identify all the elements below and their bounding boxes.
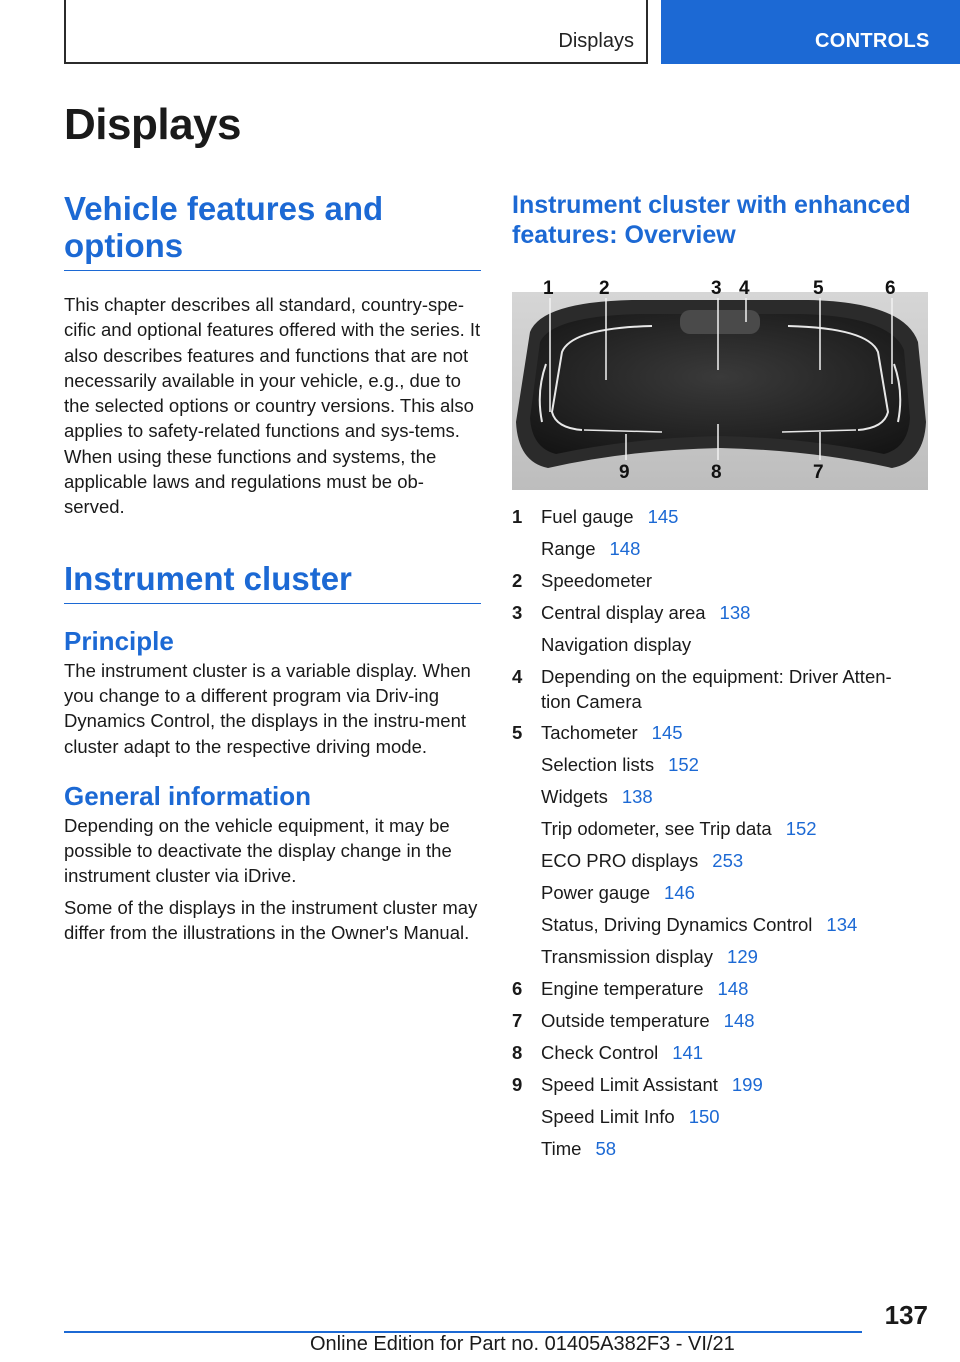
- callout-6: 6: [885, 278, 896, 299]
- list-item: [512, 597, 932, 629]
- page-reference-link[interactable]: 138: [719, 602, 751, 623]
- heading-general-information: General information: [64, 780, 312, 811]
- legend-list: [512, 501, 932, 1165]
- header-chapter-title: CONTROLS: [815, 30, 930, 52]
- list-item: [512, 845, 932, 877]
- page-reference-link[interactable]: 145: [651, 722, 683, 743]
- callout-5: 5: [813, 278, 824, 299]
- page-reference-link[interactable]: 152: [785, 818, 817, 839]
- list-item: [512, 973, 932, 1005]
- page-reference-link[interactable]: 148: [717, 978, 749, 999]
- list-item: [512, 717, 932, 749]
- page-reference-link[interactable]: 141: [672, 1042, 704, 1063]
- list-item: [512, 909, 932, 941]
- item-label: Navigation display: [541, 634, 692, 655]
- paragraph-principle: The instrument cluster is a variable display. When you change to a different program via Driv-ing Dynamics Control, the displays in the instru-ment cluster adapt to the respective driving mode.: [64, 659, 471, 757]
- heading-overview: Instrument cluster with enhanced features: Overview: [512, 191, 911, 249]
- item-number: 5: [512, 722, 523, 743]
- heading-instrument-cluster: Instrument cluster: [64, 560, 481, 604]
- list-item: [512, 749, 932, 781]
- list-item: [512, 1069, 932, 1101]
- callout-2: 2: [599, 278, 610, 299]
- page-title: Displays: [64, 100, 241, 149]
- list-item: [512, 877, 932, 909]
- header-section-box: [64, 0, 648, 64]
- list-item: [512, 813, 932, 845]
- item-number: 4: [512, 666, 523, 687]
- item-number: 1: [512, 506, 523, 527]
- list-item: [512, 661, 932, 717]
- paragraph-vehicle-features: This chapter describes all standard, country-spe-cific and optional features offered with the series. It also describes features and functions that are not necessarily available in your vehicle, e.g., due to the selected options or country versions. This also applies to safety-related functions and sys-tems. When using these functions and systems, the applicable laws and regulations must be ob-served.: [64, 294, 481, 518]
- footer-edition: Online Edition for Part no. 01405A382F3 - VI/21: [310, 1333, 735, 1355]
- heading-principle: Principle: [64, 625, 174, 656]
- list-item: [512, 501, 932, 533]
- item-label: Trip odometer, see Trip data: [541, 818, 772, 839]
- page-reference-link[interactable]: 134: [826, 914, 858, 935]
- page-reference-link[interactable]: 148: [723, 1010, 755, 1031]
- item-label: Depending on the equipment: Driver Atten-tion Camera: [541, 666, 892, 713]
- instrument-cluster-illustration: [512, 272, 928, 490]
- item-label: Outside temperature: [541, 1010, 710, 1031]
- page-reference-link[interactable]: 146: [664, 882, 695, 903]
- camera-housing: [680, 310, 760, 334]
- page-reference-link[interactable]: 148: [609, 538, 641, 559]
- page-reference-link[interactable]: 145: [647, 506, 679, 527]
- cluster-drawing: [512, 272, 928, 490]
- page-reference-link[interactable]: 58: [595, 1138, 617, 1159]
- item-number: 7: [512, 1010, 523, 1031]
- list-item: [512, 1005, 932, 1037]
- item-label: Selection lists: [541, 754, 655, 775]
- right-column: [512, 190, 928, 250]
- list-item: [512, 1101, 932, 1133]
- page-reference-link[interactable]: 150: [688, 1106, 720, 1127]
- item-label: Power gauge: [541, 882, 651, 903]
- left-column: [64, 190, 481, 945]
- item-label: Status, Driving Dynamics Control: [541, 914, 813, 935]
- list-item: [512, 941, 932, 973]
- list-item: [512, 1133, 932, 1165]
- page-reference-link[interactable]: 152: [668, 754, 699, 775]
- item-label: Speed Limit Info: [541, 1106, 675, 1127]
- page-reference-link[interactable]: 138: [621, 786, 653, 807]
- item-number: 6: [512, 978, 523, 999]
- page-reference-link[interactable]: 129: [727, 946, 758, 967]
- item-label: Check Control: [541, 1042, 659, 1063]
- list-item: [512, 533, 932, 565]
- item-label: Widgets: [541, 786, 608, 807]
- item-number: 9: [512, 1074, 523, 1095]
- page-reference-link[interactable]: 199: [731, 1074, 763, 1095]
- list-item: [512, 781, 932, 813]
- item-label: Transmission display: [541, 946, 714, 967]
- item-label: ECO PRO displays: [541, 850, 699, 871]
- item-number: 8: [512, 1042, 523, 1063]
- paragraph-general-1: Depending on the vehicle equipment, it may be possible to deactivate the display change in the instrument cluster via iDrive.: [64, 814, 452, 887]
- item-label: Fuel gauge: [541, 506, 634, 527]
- callout-3: 3: [711, 278, 722, 299]
- list-item: [512, 1037, 932, 1069]
- item-label: Range: [541, 538, 596, 559]
- list-item: [512, 629, 932, 661]
- list-item: [512, 565, 932, 597]
- callout-8: 8: [711, 462, 722, 483]
- item-label: Engine temperature: [541, 978, 704, 999]
- header-chapter-tab: [661, 0, 960, 64]
- item-label: Speed Limit Assistant: [541, 1074, 718, 1095]
- item-number: 2: [512, 570, 523, 591]
- callout-9: 9: [619, 462, 630, 483]
- paragraph-general-2: Some of the displays in the instrument cluster may differ from the illustrations in the Owner's Manual.: [64, 896, 478, 944]
- page-number: 137: [884, 1300, 928, 1330]
- callout-1: 1: [543, 278, 554, 299]
- page-reference-link[interactable]: 253: [712, 850, 744, 871]
- callout-7: 7: [813, 462, 824, 483]
- heading-vehicle-features: Vehicle features and options: [64, 190, 481, 271]
- item-label: Tachometer: [541, 722, 638, 743]
- header-section-title: Displays: [558, 30, 634, 52]
- item-number: 3: [512, 602, 523, 623]
- item-label: Central display area: [541, 602, 706, 623]
- callout-4: 4: [739, 278, 750, 299]
- item-label: Speedometer: [541, 570, 653, 591]
- item-label: Time: [541, 1138, 582, 1159]
